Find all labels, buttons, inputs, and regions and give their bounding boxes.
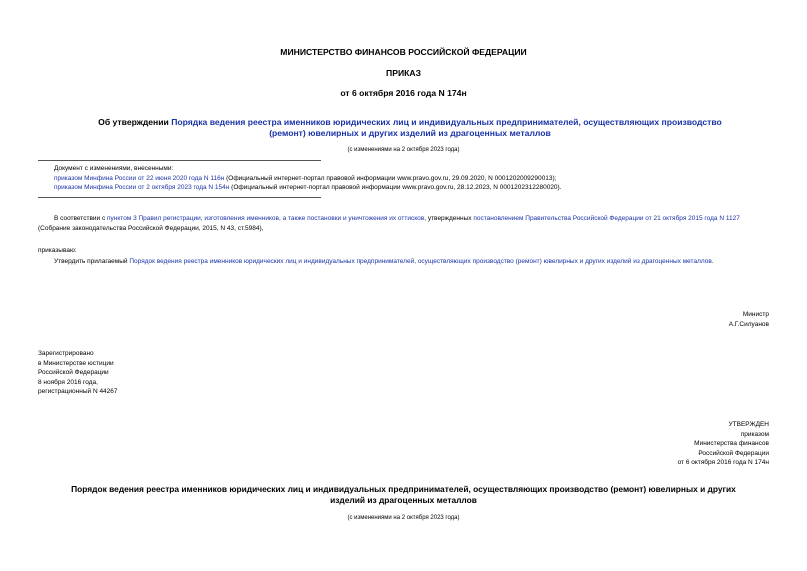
approve-text-a: Утвердить прилагаемый [54, 258, 130, 265]
change-link-1[interactable]: приказом Минфина России от 22 июня 2020 года N 116н [54, 174, 225, 182]
registration-block [38, 349, 238, 397]
doc-type-heading: ПРИКАЗ [386, 68, 421, 78]
annex-title-line-2: изделий из драгоценных металлов [330, 495, 477, 505]
approval-line: приказом [740, 430, 769, 438]
registration-line: 8 ноября 2016 года, [38, 378, 98, 386]
annex-note: (с изменениями на 2 октября 2023 года) [347, 515, 460, 521]
resolution-link[interactable]: постановлением Правительства Российской Федерации от 21 октября 2015 года N 1127 [473, 215, 740, 222]
registration-line: Зарегистрировано [38, 350, 94, 357]
divider-bottom [38, 197, 321, 198]
registration-line: регистрационный N 44267 [38, 388, 118, 395]
orders-word: приказываю: [38, 247, 77, 254]
approval-line: УТВЕРЖДЕН [728, 421, 769, 428]
doc-date-heading: от 6 октября 2016 года N 174н [340, 88, 467, 98]
annex-title [0, 484, 807, 506]
preamble-text-a: В соответствии с [54, 215, 108, 222]
divider-top [38, 160, 321, 161]
preamble-paragraph [38, 214, 768, 233]
registration-line: в Министерстве юстиции [38, 359, 114, 367]
registration-line: Российской Федерации [38, 369, 109, 376]
change-item [54, 183, 774, 193]
title-link[interactable]: Порядка ведения реестра именников юридических лиц и индивидуальных предпринимателей, осуществляющих производство (ремонт) ювелирных и других изделий из драгоценных металлов [171, 117, 722, 138]
amendments-note: (с изменениями на 2 октября 2023 года) [347, 147, 460, 153]
change-text-1: (Официальный интернет-портал правовой информации www.pravo.gov.ru, 29.09.2020, N 0001202009290013); [224, 174, 557, 182]
approval-line: Министерства финансов [694, 440, 769, 447]
changes-block [54, 164, 774, 193]
approval-line: от 6 октября 2016 года N 174н [677, 459, 769, 466]
rules-link[interactable]: пунктом 3 Правил регистрации, изготовления именников, а также постановки и уничтожения их оттисков [107, 215, 425, 222]
ministry-heading: МИНИСТЕРСТВО ФИНАНСОВ РОССИЙСКОЙ ФЕДЕРАЦИИ [280, 47, 527, 57]
preamble-text-b: , утвержденных [424, 215, 474, 222]
order-link[interactable]: Порядок ведения реестра именников юридических лиц и индивидуальных предпринимателей, осуществляющих производство (ремонт) ювелирных и других изделий из драгоценных металлов [129, 258, 712, 265]
change-link-2[interactable]: приказом Минфина России от 2 октября 2023 года N 154н [54, 184, 230, 191]
changes-intro: Документ с изменениями, внесенными: [54, 165, 174, 172]
document-title [80, 117, 740, 139]
signature-position: Министр [742, 311, 769, 318]
approve-paragraph [38, 257, 768, 267]
preamble-text-c: (Собрание законодательства Российской Федерации, 2015, N 43, ст.5984), [38, 224, 264, 232]
signature-block [569, 310, 769, 329]
change-text-2: (Официальный интернет-портал правовой информации www.pravo.gov.ru, 28.12.2023, N 0001202312280020). [229, 184, 562, 191]
change-item [54, 174, 774, 184]
approval-line: Российской Федерации [698, 449, 769, 457]
approve-text-b: . [711, 258, 714, 265]
signature-name: А.Г.Силуанов [728, 320, 769, 328]
approval-block [549, 420, 769, 468]
annex-title-line-1: Порядок ведения реестра именников юридических лиц и индивидуальных предпринимателей, осуществляющих производство (ремонт) ювелирных и других [71, 484, 736, 494]
title-prefix: Об утверждении [98, 117, 172, 127]
